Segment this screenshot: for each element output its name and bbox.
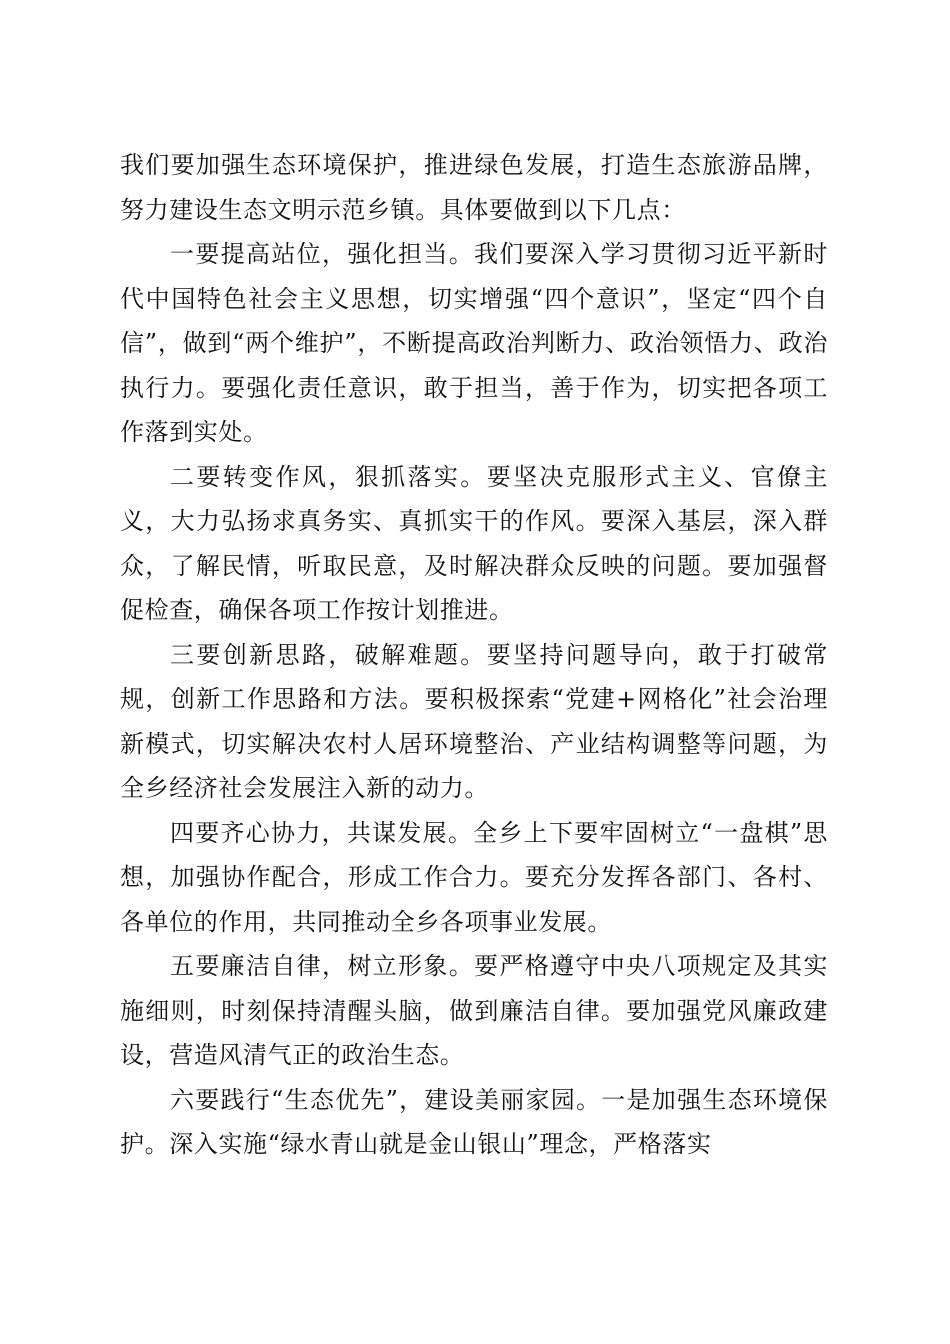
document-body (120, 143, 828, 1167)
paragraph-point-three: 三要创新思路，破解难题。要坚持问题导向，敢于打破常规，创新工作思路和方法。要积极探索“党建+网格化”社会治理新模式，切实解决农村人居环境整治、产业结构调整等问题，为全乡经济社会发展注入新的动力。 (120, 640, 828, 802)
paragraph-point-four: 四要齐心协力，共谋发展。全乡上下要牢固树立“一盘棋”思想，加强协作配合，形成工作合力。要充分发挥各部门、各村、各单位的作用，共同推动全乡各项事业发展。 (120, 818, 828, 936)
paragraph-point-five: 五要廉洁自律，树立形象。要严格遵守中央八项规定及其实施细则，时刻保持清醒头脑，做到廉洁自律。要加强党风廉政建设，营造风清气正的政治生态。 (120, 952, 828, 1069)
paragraph-point-six: 六要践行“生态优先”，建设美丽家园。一是加强生态环境保护。深入实施“绿水青山就是金山银山”理念，严格落实 (120, 1085, 828, 1158)
paragraph-point-one: 一要提高站位，强化担当。我们要深入学习贯彻习近平新时代中国特色社会主义思想，切实增强“四个意识”，坚定“四个自信”，做到“两个维护”，不断提高政治判断力、政治领悟力、政治执行力。要强化责任意识，敢于担当，善于作为，切实把各项工作落到实处。 (120, 240, 828, 446)
paragraph-point-two: 二要转变作风，狠抓落实。要坚决克服形式主义、官僚主义，大力弘扬求真务实、真抓实干的作风。要深入基层，深入群众，了解民情，听取民意，及时解决群众反映的问题。要加强督促检查，确保各项工作按计划推进。 (120, 462, 828, 624)
paragraph-continuation: 我们要加强生态环境保护，推进绿色发展，打造生态旅游品牌，努力建设生态文明示范乡镇。具体要做到以下几点： (120, 151, 828, 224)
